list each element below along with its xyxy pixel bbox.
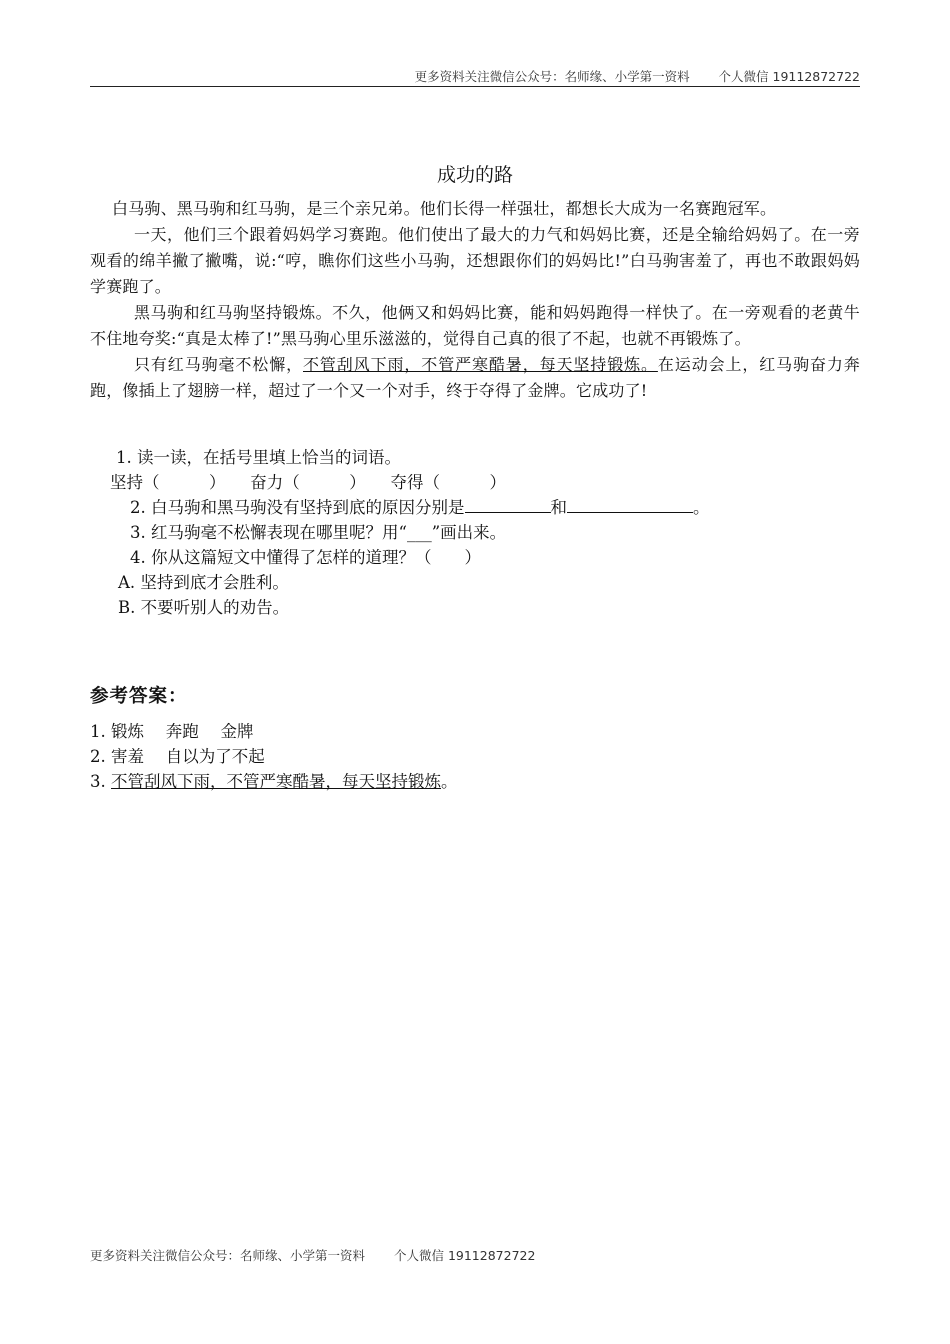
question-2 bbox=[130, 496, 900, 520]
question-1: 1. 读一读，在括号里填上恰当的词语。 bbox=[116, 448, 401, 467]
answer-2: 2. 害羞 自以为了不起 bbox=[90, 747, 265, 766]
story-text bbox=[90, 196, 860, 404]
option-a: A. 坚持到底才会胜利。 bbox=[118, 573, 289, 592]
article-title: 成功的路 bbox=[436, 164, 513, 186]
story-paragraph-2: 一天，他们三个跟着妈妈学习赛跑。他们使出了最大的力气和妈妈比赛，还是全输给妈妈了。在一旁观看的绵羊撇了撇嘴，说:“哼，瞧你们这些小马驹，还想跟你们的妈妈比!”白马驹害羞了，再也不敢跟妈妈学赛跑了。 bbox=[90, 225, 860, 296]
q3-post: ”画出来。 bbox=[431, 523, 507, 542]
page-footer: 更多资料关注微信公众号：名师缘、小学第一资料 个人微信 19112872722 bbox=[90, 1248, 536, 1263]
a3-num: 3. bbox=[90, 772, 111, 791]
question-1-items: 坚持（ ） 奋力（ ） 夺得（ ） bbox=[110, 473, 506, 492]
p4-post: 在运动会上，红马驹奋力奔跑，像插上了翅膀一样，超过了一个又一个对手，终于夺得了金牌。它成功了! bbox=[90, 355, 860, 400]
story-paragraph-1: 白马驹、黑马驹和红马驹，是三个亲兄弟。他们长得一样强壮，都想长大成为一名赛跑冠军。 bbox=[112, 199, 777, 218]
story-paragraph-3: 黑马驹和红马驹坚持锻炼。不久，他俩又和妈妈比赛，能和妈妈跑得一样快了。在一旁观看的老黄牛不住地夸奖:“真是太棒了!”黑马驹心里乐滋滋的，觉得自己真的很了不起，也就不再锻炼了。 bbox=[90, 303, 860, 348]
answers-heading: 参考答案： bbox=[90, 686, 188, 707]
q3-mark: ___ bbox=[406, 523, 432, 542]
q2-pre: 2. 白马驹和黑马驹没有坚持到底的原因分别是 bbox=[130, 498, 465, 517]
answer-1: 1. 锻炼 奔跑 金牌 bbox=[90, 722, 254, 741]
p4-pre: 只有红马驹毫不松懈， bbox=[134, 355, 303, 374]
p4-underlined-sentence: 不管刮风下雨，不管严寒酷暑，每天坚持锻炼。 bbox=[303, 355, 658, 374]
answer-blank-1[interactable] bbox=[465, 496, 551, 513]
question-4: 4. 你从这篇短文中懂得了怎样的道理？（ ） bbox=[130, 548, 481, 567]
option-b: B. 不要听别人的劝告。 bbox=[118, 598, 290, 617]
a3-end: 。 bbox=[441, 772, 458, 791]
answer-3 bbox=[90, 770, 860, 794]
q2-post: 。 bbox=[693, 498, 710, 517]
q3-pre: 3. 红马驹毫不松懈表现在哪里呢？用“ bbox=[130, 523, 407, 542]
page-header: 更多资料关注微信公众号：名师缘、小学第一资料 个人微信 19112872722 bbox=[90, 68, 860, 87]
q2-mid: 和 bbox=[550, 498, 567, 517]
story-paragraph-4 bbox=[90, 352, 860, 404]
a3-underlined: 不管刮风下雨，不管严寒酷暑，每天坚持锻炼 bbox=[111, 772, 441, 791]
answer-blank-2[interactable] bbox=[567, 496, 693, 513]
question-3 bbox=[130, 521, 900, 545]
